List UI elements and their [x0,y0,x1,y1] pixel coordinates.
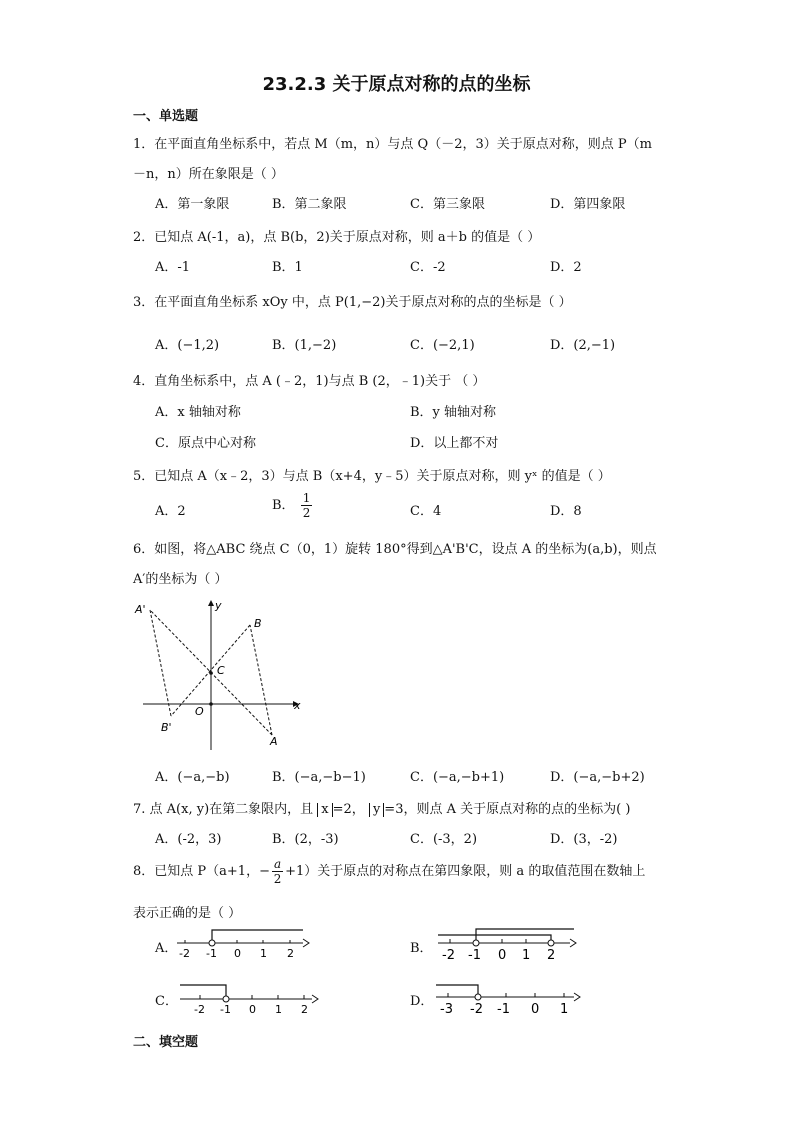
q6-option-b[interactable]: B．(−a,−b−1) [272,770,366,785]
label-a: A [270,735,278,748]
fraction-denominator: 2 [273,872,282,886]
question-8-text [133,858,645,885]
q4-option-d[interactable]: D．以上都不对 [410,436,499,451]
tick-label: 1 [275,1003,282,1016]
q6-option-c[interactable]: C．(−a,−b+1) [410,770,505,785]
tick-label: -2 [194,1003,205,1016]
q7-option-b[interactable]: B．(2，-3) [272,832,339,847]
q7-option-d[interactable]: D．(3，-2) [550,832,618,847]
question-6-text-cont: A′的坐标为（ ） [133,572,228,587]
fraction-a-over-2 [272,858,283,885]
fraction-numerator: 1 [302,491,311,505]
q4-option-b[interactable]: B．y 轴轴对称 [410,405,497,420]
question-6-text: 6．如图，将△ABC 绕点 C（0，1）旋转 180°得到△A'B'C，设点 A 的坐标为(a,b)，则点 [133,542,657,557]
section-heading-single-choice: 一、单选题 [133,109,199,124]
numberline-c [178,980,320,1016]
q7-text-part-3: =3，则点 A 关于原点对称的点的坐标为( ) [384,802,631,817]
label-b: B [254,617,262,630]
q5-option-a[interactable]: A．2 [155,504,186,519]
fraction-one-half [301,492,313,519]
question-2-text: 2．已知点 A(-1，a)，点 B(b，2)关于原点对称，则 a＋b 的值是（ ） [133,230,541,245]
q2-option-c[interactable]: C．-2 [410,260,446,275]
question-8-text-cont: 表示正确的是（ ） [133,906,242,921]
question-1-text: 1．在平面直角坐标系中，若点 M（m，n）与点 Q（－2，3）关于原点对称，则点 P（m [133,137,652,152]
question-4-text: 4．直角坐标系中，点 A (﹣2，1)与点 B (2，﹣1)关于 （ ） [133,374,486,389]
rotation-figure [133,595,308,755]
q1-option-a[interactable]: A．第一象限 [155,197,230,212]
q8-option-b[interactable]: B． [410,941,433,956]
abs-x: x [317,803,332,817]
question-1-text-cont: －n，n）所在象限是（ ） [133,167,284,182]
q7-option-a[interactable]: A．(-2，3) [155,832,222,847]
q3-option-d[interactable]: D．(2,−1) [550,338,616,353]
tick-label: -1 [206,947,217,960]
tick-label: -2 [179,947,190,960]
tick-label: -1 [220,1003,231,1016]
page-title: 23.2.3 关于原点对称的点的坐标 [262,74,531,95]
q3-option-c[interactable]: C．(−2,1) [410,338,475,353]
q4-option-c[interactable]: C．原点中心对称 [155,436,256,451]
label-y: y [215,599,222,612]
tick-label: 2 [547,948,556,963]
question-5-text: 5．已知点 A（x﹣2，3）与点 B（x+4，y﹣5）关于原点对称，则 yˣ 的值是（ ） [133,469,611,484]
label-o: O [195,705,204,718]
tick-label: 0 [498,948,507,963]
q8-option-d[interactable]: D． [410,994,434,1009]
q1-option-b[interactable]: B．第二象限 [272,197,347,212]
q2-option-a[interactable]: A．-1 [155,260,191,275]
q7-option-c[interactable]: C．(-3，2) [410,832,478,847]
q3-option-a[interactable]: A．(−1,2) [155,338,220,353]
minus-sign: − [259,864,270,879]
fraction-denominator: 2 [302,506,311,520]
q3-option-b[interactable]: B．(1,−2) [272,338,337,353]
q5-option-b-label: B． [272,498,295,513]
numberline-d [434,978,582,1016]
question-3-text: 3．在平面直角坐标系 xOy 中，点 P(1,−2)关于原点对称的点的坐标是（ ） [133,295,572,310]
q6-option-d[interactable]: D．(−a,−b+2) [550,770,645,785]
tick-label: -1 [468,948,481,963]
tick-label: 0 [234,947,241,960]
point-c [209,671,213,675]
q7-text-part-2: =2， [332,802,365,817]
q8-option-c[interactable]: C． [155,994,178,1009]
numberline-a [175,928,310,960]
tick-label: 1 [522,948,531,963]
tick-label: 0 [249,1003,256,1016]
tick-label: 2 [301,1003,308,1016]
fraction-numerator: a [273,857,282,871]
q4-option-a[interactable]: A．x 轴轴对称 [155,405,241,420]
label-a-prime: A' [135,603,146,616]
q2-option-b[interactable]: B．1 [272,260,303,275]
tick-label: -2 [442,948,455,963]
q7-text-part-1: 7. 点 A(x, y)在第二象限内，且 [133,802,314,817]
tick-label: 0 [531,1002,540,1016]
segment-ab [250,625,272,735]
q8-option-a[interactable]: A． [155,941,178,956]
label-c: C [217,664,225,677]
q6-option-a[interactable]: A．(−a,−b) [155,770,230,785]
point-o [209,702,213,706]
q8-text-part-2: +1）关于原点的对称点在第四象限，则 a 的取值范围在数轴上 [285,864,646,879]
label-x: x [294,699,301,712]
tick-label: 1 [260,947,267,960]
q5-option-c[interactable]: C．4 [410,504,442,519]
tick-label: -3 [440,1002,453,1016]
q5-option-b[interactable] [272,492,314,519]
tick-label: 2 [287,947,294,960]
section-heading-fill-blank: 二、填空题 [133,1035,199,1050]
q1-option-c[interactable]: C．第三象限 [410,197,485,212]
segment-aprime-bprime [150,610,171,716]
abs-y: y [369,803,384,817]
q5-option-d[interactable]: D．8 [550,504,582,519]
q2-option-d[interactable]: D．2 [550,260,582,275]
numberline-b [436,925,581,963]
q1-option-d[interactable]: D．第四象限 [550,197,626,212]
tick-label: 1 [560,1002,569,1016]
question-7-text [133,798,630,817]
tick-label: -2 [470,1002,483,1016]
tick-label: -1 [497,1002,510,1016]
label-b-prime: B' [161,721,172,734]
q8-text-part-1: 8．已知点 P（a+1， [133,864,260,879]
